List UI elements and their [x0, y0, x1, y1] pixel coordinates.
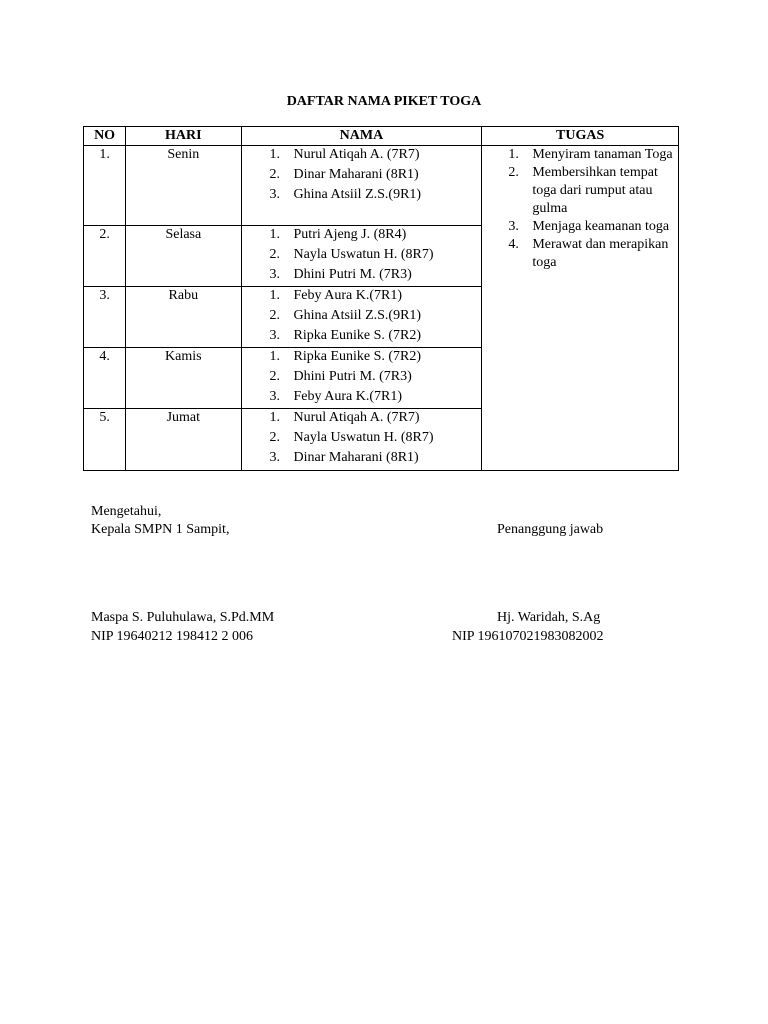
task-item — [482, 236, 678, 272]
list-item — [242, 327, 482, 347]
responsible-name: Hj. Waridah, S.Ag — [497, 610, 601, 625]
student-name: Putri Ajeng J. (8R4) — [293, 227, 407, 242]
document-title: DAFTAR NAMA PIKET TOGA — [286, 94, 482, 109]
student-name: Ripka Eunike S. (7R2) — [293, 328, 422, 343]
list-number: 3. — [269, 187, 281, 202]
header-nama: NAMA — [241, 127, 482, 146]
row-number: 1. — [84, 146, 126, 226]
student-name: Dinar Maharani (8R1) — [293, 167, 419, 182]
row-day: Kamis — [126, 348, 241, 409]
list-item — [242, 307, 482, 327]
principal-position: Kepala SMPN 1 Sampit, — [91, 522, 230, 537]
acknowledged-label: Mengetahui, — [91, 504, 162, 519]
student-name: Nurul Atiqah A. (7R7) — [293, 410, 420, 425]
principal-name: Maspa S. Puluhulawa, S.Pd.MM — [91, 610, 275, 625]
student-name: Ghina Atsiil Z.S.(9R1) — [293, 187, 422, 202]
list-number: 2. — [269, 247, 281, 262]
list-item — [242, 166, 482, 186]
task-item — [482, 164, 678, 218]
row-day: Selasa — [126, 226, 241, 287]
task-number: 2. — [508, 165, 519, 180]
task-number: 4. — [508, 237, 519, 252]
list-item — [242, 266, 482, 286]
list-item — [242, 388, 482, 408]
task-text: Membersihkan tempat toga dari rumput atau gulma — [532, 165, 658, 216]
list-item — [242, 449, 482, 469]
task-text: Menjaga keamanan toga — [532, 219, 670, 234]
row-day: Jumat — [126, 409, 241, 471]
row-day: Senin — [126, 146, 241, 226]
list-number: 2. — [269, 167, 281, 182]
list-item — [242, 348, 482, 368]
row-names — [241, 287, 482, 348]
task-item — [482, 146, 678, 164]
responsible-nip: NIP 196107021983082002 — [452, 629, 604, 644]
task-item — [482, 218, 678, 236]
list-number: 3. — [269, 389, 281, 404]
student-name: Ghina Atsiil Z.S.(9R1) — [293, 308, 422, 323]
row-number: 3. — [84, 287, 126, 348]
list-number: 1. — [269, 288, 281, 303]
task-number: 3. — [508, 219, 519, 234]
task-number: 1. — [508, 147, 519, 162]
student-name: Dinar Maharani (8R1) — [293, 450, 419, 465]
piket-table — [83, 126, 679, 471]
list-number: 1. — [269, 349, 281, 364]
task-text: Merawat dan merapikan toga — [532, 237, 669, 270]
row-number: 2. — [84, 226, 126, 287]
list-number: 2. — [269, 308, 281, 323]
student-name: Nayla Uswatun H. (8R7) — [293, 430, 434, 445]
list-number: 3. — [269, 328, 281, 343]
list-item — [242, 186, 482, 206]
row-number: 4. — [84, 348, 126, 409]
list-number: 2. — [269, 430, 281, 445]
student-name: Feby Aura K.(7R1) — [293, 288, 403, 303]
header-hari: HARI — [126, 127, 241, 146]
table-header-row — [84, 127, 679, 146]
table-row — [84, 146, 679, 226]
row-names — [241, 226, 482, 287]
list-number: 3. — [269, 450, 281, 465]
list-item — [242, 287, 482, 307]
responsible-position: Penanggung jawab — [497, 522, 604, 537]
header-tugas: TUGAS — [482, 127, 679, 146]
list-number: 2. — [269, 369, 281, 384]
student-name: Ripka Eunike S. (7R2) — [293, 349, 422, 364]
row-names — [241, 348, 482, 409]
list-item — [242, 368, 482, 388]
student-name: Dhini Putri M. (7R3) — [293, 369, 412, 384]
list-number: 1. — [269, 227, 281, 242]
list-item — [242, 246, 482, 266]
row-number: 5. — [84, 409, 126, 471]
list-item — [242, 409, 482, 429]
list-number: 1. — [269, 147, 281, 162]
tasks-cell — [482, 146, 679, 471]
row-names — [241, 409, 482, 471]
principal-nip: NIP 19640212 198412 2 006 — [91, 629, 254, 644]
task-text: Menyiram tanaman Toga — [532, 147, 673, 162]
student-name: Nurul Atiqah A. (7R7) — [293, 147, 420, 162]
student-name: Dhini Putri M. (7R3) — [293, 267, 412, 282]
student-name: Feby Aura K.(7R1) — [293, 389, 403, 404]
row-day: Rabu — [126, 287, 241, 348]
list-number: 1. — [269, 410, 281, 425]
list-number: 3. — [269, 267, 281, 282]
list-item — [242, 226, 482, 246]
header-no: NO — [84, 127, 126, 146]
list-item — [242, 146, 482, 166]
list-item — [242, 429, 482, 449]
student-name: Nayla Uswatun H. (8R7) — [293, 247, 434, 262]
row-names — [241, 146, 482, 226]
